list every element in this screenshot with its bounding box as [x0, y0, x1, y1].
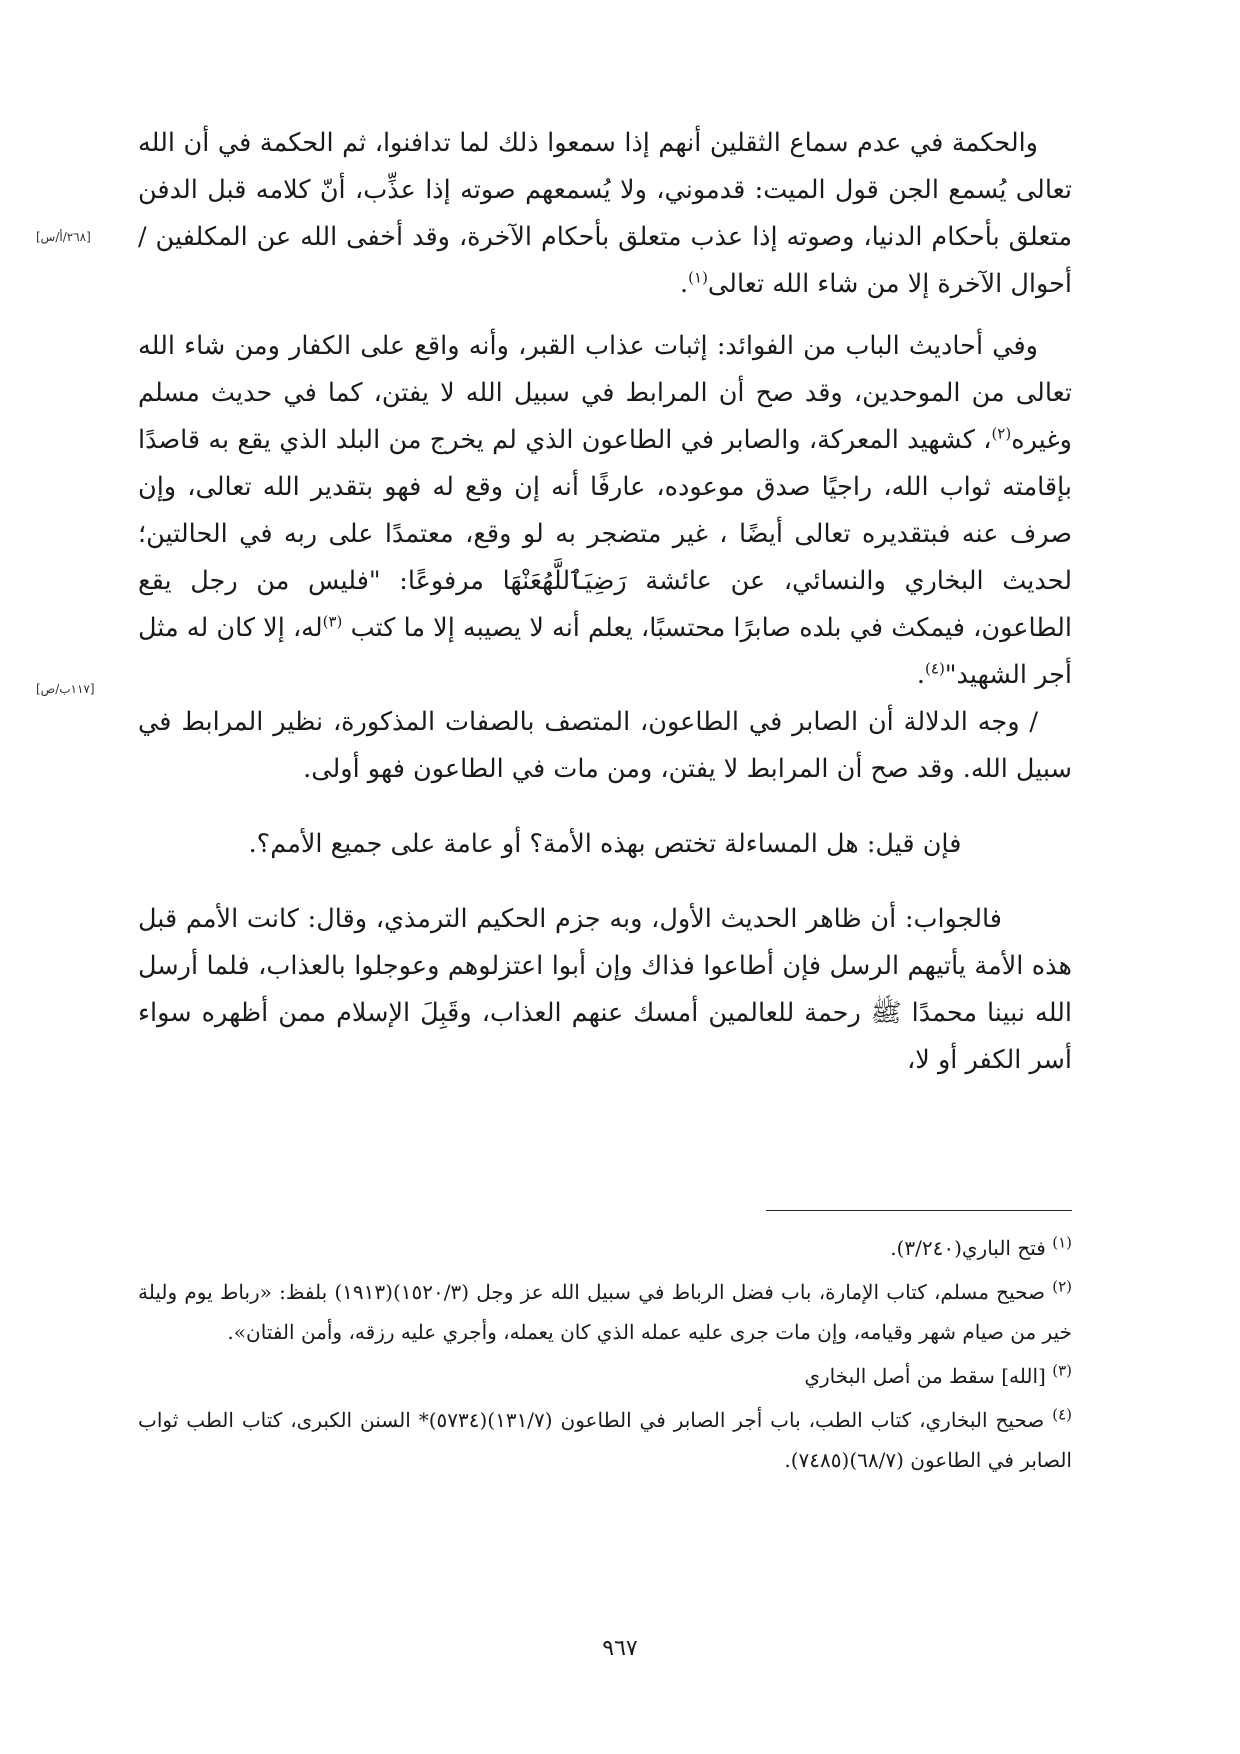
- margin-note-folio-1: [٢٦٨/أ/س]: [36, 230, 91, 244]
- page-number: ٩٦٧: [602, 1636, 638, 1661]
- footnote-4: $^{(٤)}$ صحيح البخاري، كتاب الطب، باب أجر الصابر في الطاعون (١٣١/٧)(٥٧٣٤)* السنن الكبرى، كتاب الطب ثواب الصابر في الطاعون (٦٨/٧)(٧٤٨٥).: [138, 1405, 1072, 1472]
- paragraph-3: / وجه الدلالة أن الصابر في الطاعون، المتصف بالصفات المذكورة، نظير المرابط في سبيل الله. وقد صح أن المرابط لا يفتن، ومن مات في الطاعون فهو أولى.: [138, 707, 1072, 784]
- footnote-ref-4[interactable]: (٤): [925, 659, 945, 678]
- footnote-3: $^{(٣)}$ [الله] سقط من أصل البخاري: [804, 1361, 1072, 1388]
- paragraph-4: فالجواب: أن ظاهر الحديث الأول، وبه جزم الحكيم الترمذي، وقال: كانت الأمم قبل هذه الأمة يأتيهم الرسل فإن أطاعوا فذاك وإن أبوا اعتزلوهم وعوجلوا بالعذاب، فلما أرسل الله نبينا محمدًا ﷺ رحمة للعالمين أمسك عنهم العذاب، وقَبِلَ الإسلام ممن أظهره سواء أسر الكفر أو لا،: [138, 904, 1072, 1075]
- question-line: فإن قيل: هل المساءلة تختص بهذه الأمة؟ أو عامة على جميع الأمم؟.: [248, 829, 962, 859]
- footnote-separator: [766, 1210, 1072, 1211]
- margin-note-folio-2: [١١٧ب/ص]: [36, 682, 95, 696]
- footnote-1: $^{(١)}$ فتح الباري(٣/٢٤٠).: [890, 1233, 1072, 1260]
- footnote-ref-2[interactable]: (٢): [991, 424, 1012, 443]
- paragraph-2: وفي أحاديث الباب من الفوائد: إثبات عذاب القبر، وأنه واقع على الكفار ومن شاء الله تعالى من الموحدين، وقد صح أن المرابط في سبيل الله لا يفتن، كما في حديث مسلم وغيره$^{(٢)}$، كشهيد المعركة، والصابر في الطاعون الذي لم يخرج من البلد الذي يقع به قاصدًا بإقامته ثواب الله، راجيًا صدق موعوده، عارفًا أنه إن وقع له فهو بتقدير الله تعالى، وإن صرف عنه فبتقديره تعالى أيضًا ، غير متضجر به لو وقع، معتمدًا على ربه في الحالتين؛ لحديث البخاري والنسائي، عن عائشة رَضِيَٱللَّهُعَنْهَا مرفوعًا: "فليس من رجل يقع الطاعون، فيمكث في بلده صابرًا محتسبًا، يعلم أنه لا يصيبه إلا ما كتب $^{(٣)}$له، إلا كان له مثل أجر الشهيد"$^{(٤)}$.: [138, 331, 1072, 690]
- main-text: [138, 120, 1072, 1084]
- footnote-ref-1[interactable]: (١): [688, 268, 708, 287]
- footnotes: [138, 1228, 1072, 1484]
- paragraph-1: والحكمة في عدم سماع الثقلين أنهم إذا سمعوا ذلك لما تدافنوا، ثم الحكمة في أن الله تعالى يُسمع الجن قول الميت: قدموني، ولا يُسمعهم صوته إذا عذِّب، أنّ كلامه قبل الدفن متعلق بأحكام الدنيا، وصوته إذا عذب متعلق بأحكام الآخرة، وقد أخفى الله عن المكلفين /أحوال الآخرة إلا من شاء الله تعالى$^{(١)}$.: [138, 128, 1072, 299]
- footnote-ref-3[interactable]: (٣): [322, 612, 343, 631]
- footnote-2: $^{(٢)}$ صحيح مسلم، كتاب الإمارة، باب فضل الرباط في سبيل الله عز وجل (١٥٢٠/٣)(١٩١٣) بلفظ: «رباط يوم وليلة خير من صيام شهر وقيامه، وإن مات جرى عليه عمله الذي كان يعمله، وأجري عليه رزقه، وأمن الفتان».: [138, 1277, 1072, 1344]
